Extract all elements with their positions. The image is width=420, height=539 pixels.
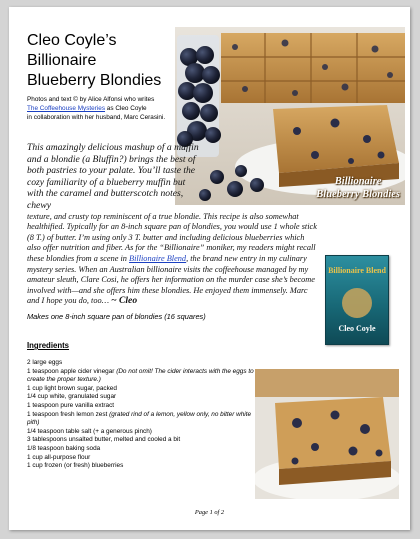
ingredient-text: 3 tablespoons unsalted butter, melted and cooled a bit — [27, 436, 181, 444]
book-cover-author: Cleo Coyle — [338, 324, 376, 333]
ingredient-note: (grated rind of a lemon, yellow only, no bitter white pith) — [27, 410, 252, 427]
ingredient-text: 1/4 cup white, granulated sugar — [27, 393, 117, 401]
photo-caption-line-2: Blueberry Blondies — [316, 189, 400, 200]
ingredient-text: 1/4 teaspoon table salt (+ a generous pinch) — [27, 427, 152, 435]
coffee-cup-icon — [342, 288, 372, 318]
ingredient-item — [27, 445, 262, 454]
recipe-title — [27, 31, 187, 91]
page-number: Page 1 of 2 — [194, 509, 225, 516]
title-line-3: Blueberry Blondies — [27, 72, 162, 89]
photo-credit — [27, 95, 212, 123]
ingredient-note: (Do not omit! The cider interacts with the eggs to create the proper texture.) — [27, 367, 254, 384]
ingredient-text: 1 cup light brown sugar, packed — [27, 384, 117, 392]
ingredient-item — [27, 454, 262, 463]
ingredient-item — [27, 462, 262, 471]
book-cover-title: Billionaire Blend — [328, 266, 386, 275]
yield-text: Makes one 8-inch square pan of blondies (16 squares) — [27, 312, 206, 321]
ingredient-item — [27, 368, 262, 385]
credit-mid: as Cleo Coyle — [105, 105, 147, 113]
ingredient-text: 1 cup all-purpose flour — [27, 453, 91, 461]
ingredients-heading: Ingredients — [27, 341, 70, 350]
ingredient-item — [27, 411, 262, 428]
intro-body-2: , the brand new entry in my culinary mystery series. When an Australian billionaire visits the coffeehouse managed by my amateur sleuth, Clare Cosi, he offers her information on the murder case she’s become involved with—and she offers him these blondies. He enjoyed them immensely. Marc and I hope you do, too… — [27, 253, 315, 306]
ingredient-text: 2 large eggs — [27, 359, 63, 366]
ingredient-item — [27, 385, 262, 394]
ingredient-text: 1/8 teaspoon baking soda — [27, 444, 101, 452]
intro-lead: This amazingly delicious mashup of a muffin and a blondie (a Bluffin?) brings the best of both pastries to your palate. You’ll taste the cozy familiarity of a blueberry muffin but with the caramel and butterscotch notes, chewy — [27, 142, 199, 211]
ingredient-text: 1 teaspoon apple cider vinegar — [27, 367, 115, 375]
title-line-1: Cleo Coyle’s — [27, 32, 117, 49]
ingredient-text: 1 cup frozen (or fresh) blueberries — [27, 462, 124, 470]
intro-body-1: texture, and crusty top reminiscent of a true blondie. This recipe is also somewhat healthified. Typically for an 8-inch square pan of blondies, you would use 1 whole stick (8 T.) of butter. I’m using only 3 T. butter and including delicious blueberries which also offer nutrition and fiber. As for the “Billionaire” moniker, my readers might recall these blondies from a scene in — [27, 211, 317, 263]
book-cover[interactable] — [325, 255, 389, 345]
signature: ~ Cleo — [111, 295, 138, 307]
credit-prefix: Photos and text © by Alice Alfonsi who writes — [27, 96, 155, 103]
ingredient-item — [27, 359, 262, 368]
ingredient-item — [27, 436, 262, 445]
ingredient-text: 1 teaspoon fresh lemon zest — [27, 410, 108, 418]
ingredient-text: 1 teaspoon pure vanilla extract — [27, 401, 115, 409]
ingredient-item — [27, 393, 262, 402]
recipe-page — [9, 7, 410, 530]
title-line-2: Billionaire — [27, 52, 97, 69]
ingredient-item — [27, 428, 262, 437]
coffeehouse-mysteries-link[interactable]: The Coffeehouse Mysteries — [27, 105, 106, 113]
ingredient-item — [27, 402, 262, 411]
credit-rest: in collaboration with her husband, Marc Cerasini. — [27, 114, 166, 122]
blondie-closeup-photo — [255, 369, 399, 499]
billionaire-blend-link[interactable]: Billionaire Blend — [129, 253, 187, 263]
ingredients-list — [27, 359, 262, 471]
photo-caption-line-1: Billionaire — [334, 176, 382, 187]
